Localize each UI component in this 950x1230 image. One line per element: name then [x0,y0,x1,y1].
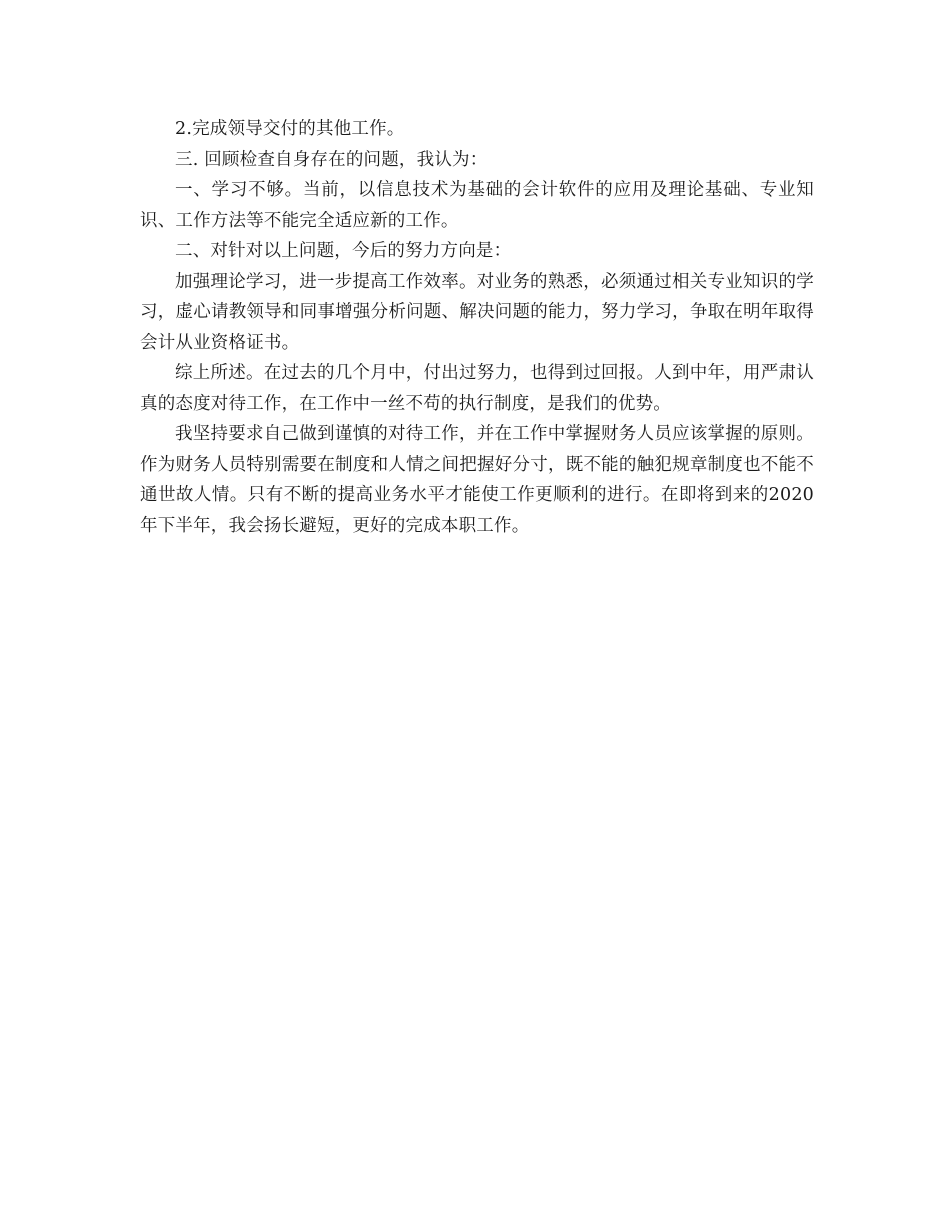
paragraph-section-heading-problems: 三. 回顾检查自身存在的问题，我认为： [175,149,488,170]
paragraph-summary: 综上所述。在过去的几个月中，付出过努力，也得到过回报。人到中年，用严肃认真的态度对待工作，在工作中一丝不苟的执行制度，是我们的优势。 [140,363,814,414]
paragraph-improvement-detail: 加强理论学习，进一步提高工作效率。对业务的熟悉，必须通过相关专业知识的学习，虚心请教领导和同事增强分析问题、解决问题的能力，努力学习，争取在明年取得会计从业资格证书。 [140,271,814,353]
paragraph-problem-learning: 一、学习不够。当前，以信息技术为基础的会计软件的应用及理论基础、专业知识、工作方法等不能完全适应新的工作。 [140,180,814,231]
document-body [140,114,814,541]
paragraph-improvement-heading: 二、对针对以上问题，今后的努力方向是： [175,241,512,261]
paragraph-closing: 我坚持要求自己做到谨慎的对待工作，并在工作中掌握财务人员应该掌握的原则。作为财务人员特别需要在制度和人情之间把握好分寸，既不能的触犯规章制度也不能不通世故人情。只有不断的提高业务水平才能使工作更顺利的进行。在即将到来的2020年下半年，我会扬长避短，更好的完成本职工作。 [140,424,814,536]
paragraph-task-item: 2.完成领导交付的其他工作。 [175,119,405,139]
